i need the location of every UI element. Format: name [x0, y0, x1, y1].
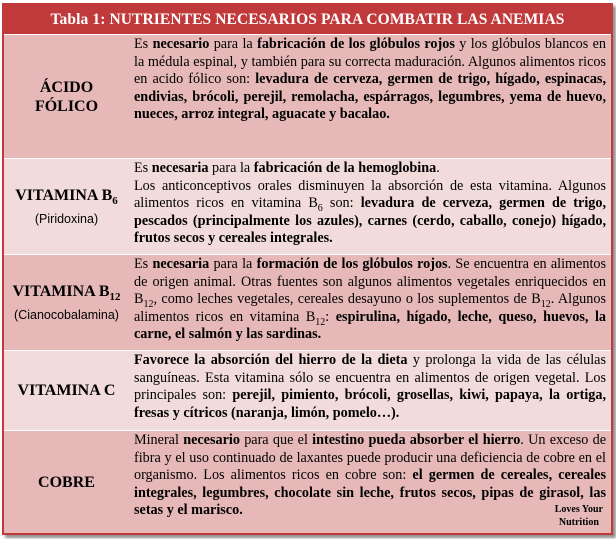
- signature: Loves Your Nutrition: [554, 504, 603, 528]
- row-label-vitamina-b12: VITAMINA $B_{12}$ (Cianocobalamina): [12, 282, 121, 323]
- row-label-note: (Piridoxina): [34, 212, 99, 227]
- row-label-acido-folico: [4, 35, 129, 158]
- nutrients-table: [2, 3, 613, 535]
- row-description: Es necesaria para la formación de los glóbulos rojos. Se encuentra en alimentos de origen animal. Otras fuentes son algunos alimentos vegetales enriquecidos en $B_{12}$, como leches vegetales, cereales desayuno o los suplementos de $B_{12}$. Algunos alimentos ricos en vitamina $B_{12}$: espirulina, hígado, leche, queso, huevos, la carne, el salmón y las sardinas.: [134, 256, 607, 342]
- table-title: Tabla 1: NUTRIENTES NECESARIOS PARA COMBATIR LAS ANEMIAS: [4, 5, 611, 34]
- table-row-acido-folico: [4, 34, 611, 158]
- row-label-note: (Cianocobalamina): [14, 308, 119, 323]
- row-description: Favorece la absorción del hierro de la dieta y prolonga la vida de las células sanguíneas. Esta vitamina sólo se encuentra en alimentos de origen vegetal. Los principales son: perejil, pimiento, brócoli, grosellas, kiwi, papaya, la ortiga, fresas y cítricos (naranja, limón, pomelo…).: [134, 352, 606, 421]
- row-label-text: COBRE: [38, 473, 95, 491]
- row-label-vitamina-b6: VITAMINA $B_6$ (Piridoxina): [15, 186, 118, 227]
- row-description: Es necesaria para la fabricación de la hemoglobina. Los anticonceptivos orales disminuyen la absorción de esta vitamina. Algunos alimentos ricos en vitamina $B_6$ son: levadura de cerveza, germen de trigo, pescados (principalmente los azules), carnes (cerdo, caballo, conejo) hígado, frutos secos y cereales integrales.: [134, 160, 607, 246]
- table-row-vitamina-b12: [4, 254, 611, 350]
- row-label-text: VITAMINA C: [17, 382, 116, 399]
- table-row-cobre: [4, 430, 611, 533]
- table-row-vitamina-c: [4, 350, 611, 430]
- row-label-text: ÁCIDO FÓLICO: [34, 78, 99, 115]
- row-description: Es necesario para la fabricación de los glóbulos rojos y los glóbulos blancos en la médula espinal, y también para su correcta maduración. Algunos alimentos ricos en acido fólico son: levadura de cerveza, germen de trigo, hígado, espinacas, endivias, brócoli, perejil, remolacha, espárragos, legumbres, yema de huevo, nueces, arroz integral, aguacate y bacalao.: [134, 36, 607, 122]
- table-row-vitamina-b6: [4, 158, 611, 254]
- row-label-vitamina-c: [4, 351, 129, 430]
- row-description: Mineral necesario para que el intestino pueda absorber el hierro. Un exceso de fibra y el uso continuado de laxantes puede producir una deficiencia de cobre en el organismo. Los alimentos ricos en cobre son: el germen de cereales, cereales integrales, legumbres, chocolate sin leche, frutos secos, pipas de girasol, las setas y el marisco.: [134, 432, 606, 518]
- row-label-cobre: [4, 431, 129, 533]
